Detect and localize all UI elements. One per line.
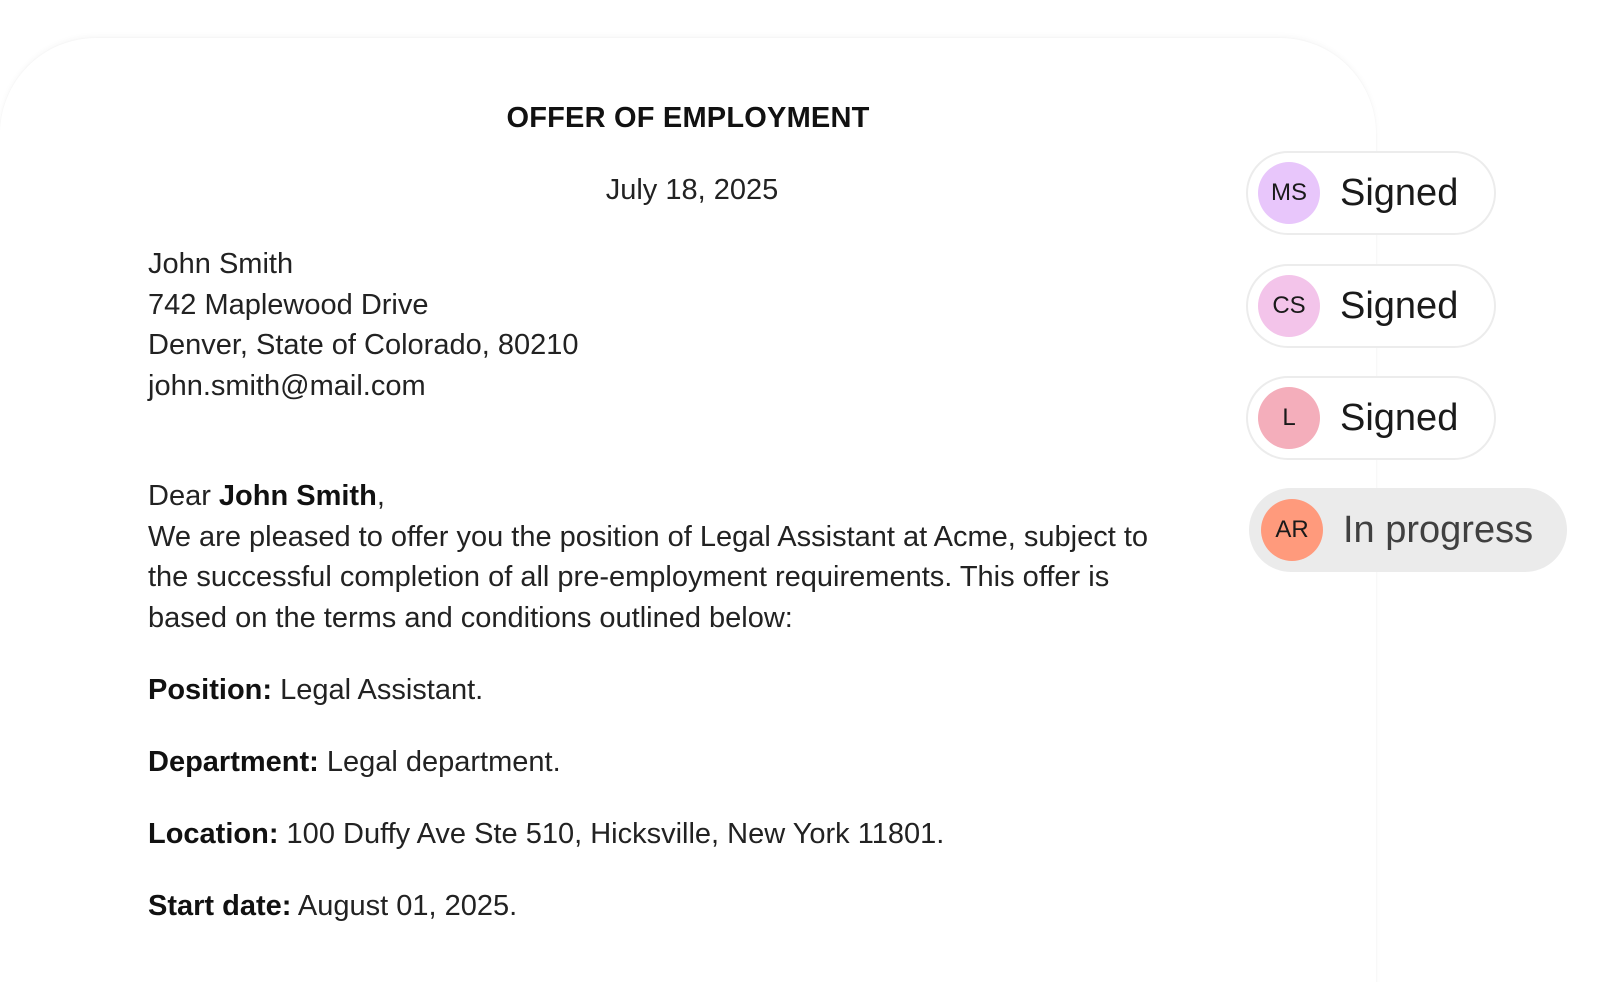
- greeting: [148, 476, 1188, 517]
- signer-pill-ar[interactable]: [1249, 488, 1567, 572]
- greeting-name: John Smith: [218, 480, 377, 512]
- recipient-street: 742 Maplewood Drive: [148, 288, 429, 321]
- field-value: Legal department.: [318, 746, 561, 778]
- signer-status: Signed: [1340, 396, 1459, 439]
- offer-paragraph: We are pleased to offer you the position of Legal Assistant at Acme, subject to the successful completion of all pre-employment requirements. This offer is based on the terms and conditions outlined below:: [148, 520, 1149, 634]
- field-location: [148, 814, 944, 854]
- document-title: OFFER OF EMPLOYMENT: [506, 102, 870, 134]
- signer-pill-cs[interactable]: [1246, 264, 1496, 348]
- letter-body: [148, 476, 1188, 638]
- greeting-prefix: Dear: [148, 480, 219, 512]
- field-value: 100 Duffy Ave Ste 510, Hicksville, New York 11801.: [278, 818, 945, 850]
- recipient-email: john.smith@mail.com: [148, 369, 426, 402]
- field-department: [148, 742, 561, 782]
- field-value: August 01, 2025.: [291, 890, 518, 922]
- recipient-name: John Smith: [148, 248, 294, 280]
- greeting-suffix: ,: [376, 480, 385, 512]
- field-label: Department:: [148, 746, 319, 778]
- signer-status: Signed: [1340, 284, 1459, 327]
- avatar: MS: [1258, 162, 1320, 224]
- document-date: July 18, 2025: [605, 174, 779, 206]
- field-value: Legal Assistant.: [272, 674, 484, 706]
- recipient-city: Denver, State of Colorado, 80210: [148, 329, 579, 361]
- signer-pill-l[interactable]: [1246, 376, 1496, 460]
- signer-pill-ms[interactable]: [1246, 151, 1496, 235]
- field-start-date: [148, 886, 517, 926]
- signer-status: In progress: [1343, 508, 1534, 551]
- recipient-address: [148, 244, 578, 406]
- avatar: CS: [1258, 275, 1320, 337]
- avatar: L: [1258, 387, 1320, 449]
- field-position: [148, 670, 483, 710]
- avatar: AR: [1261, 499, 1323, 561]
- field-label: Start date:: [148, 890, 292, 922]
- field-label: Position:: [148, 674, 273, 706]
- signer-status: Signed: [1340, 171, 1459, 214]
- field-label: Location:: [148, 818, 279, 850]
